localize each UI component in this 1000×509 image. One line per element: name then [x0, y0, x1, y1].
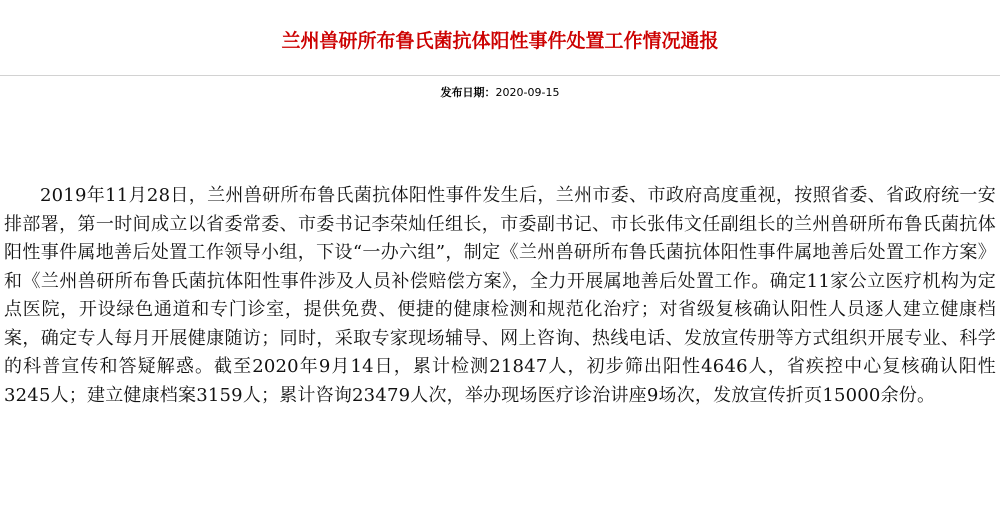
publish-date-label: 发布日期： [440, 86, 496, 99]
publish-date-line [0, 85, 1000, 101]
notice-title: 兰州兽研所布鲁氏菌抗体阳性事件处置工作情况通报 [281, 30, 719, 52]
title-divider [0, 75, 1000, 76]
notice-body-paragraph: 2019年11月28日，兰州兽研所布鲁氏菌抗体阳性事件发生后，兰州市委、市政府高度重视，按照省委、省政府统一安排部署，第一时间成立以省委常委、市委书记李荣灿任组长，市委副书记、市长张伟文任副组长的兰州兽研所布鲁氏菌抗体阳性事件属地善后处置工作领导小组，下设“一办六组”，制定《兰州兽研所布鲁氏菌抗体阳性事件属地善后处置工作方案》和《兰州兽研所布鲁氏菌抗体阳性事件涉及人员补偿赔偿方案》，全力开展属地善后处置工作。确定11家公立医疗机构为定点医院，开设绿色通道和专门诊室，提供免费、便捷的健康检测和规范化治疗；对省级复核确认阳性人员逐人建立健康档案，确定专人每月开展健康随访；同时，采取专家现场辅导、网上咨询、热线电话、发放宣传册等方式组织开展专业、科学的科普宣传和答疑解惑。截至2020年9月14日，累计检测21847人，初步筛出阳性4646人，省疾控中心复核确认阳性3245人；建立健康档案3159人；累计咨询23479人次，举办现场医疗诊治讲座9场次，发放宣传折页15000余份。 [4, 185, 996, 406]
publish-date-value: 2020-09-15 [495, 86, 560, 99]
